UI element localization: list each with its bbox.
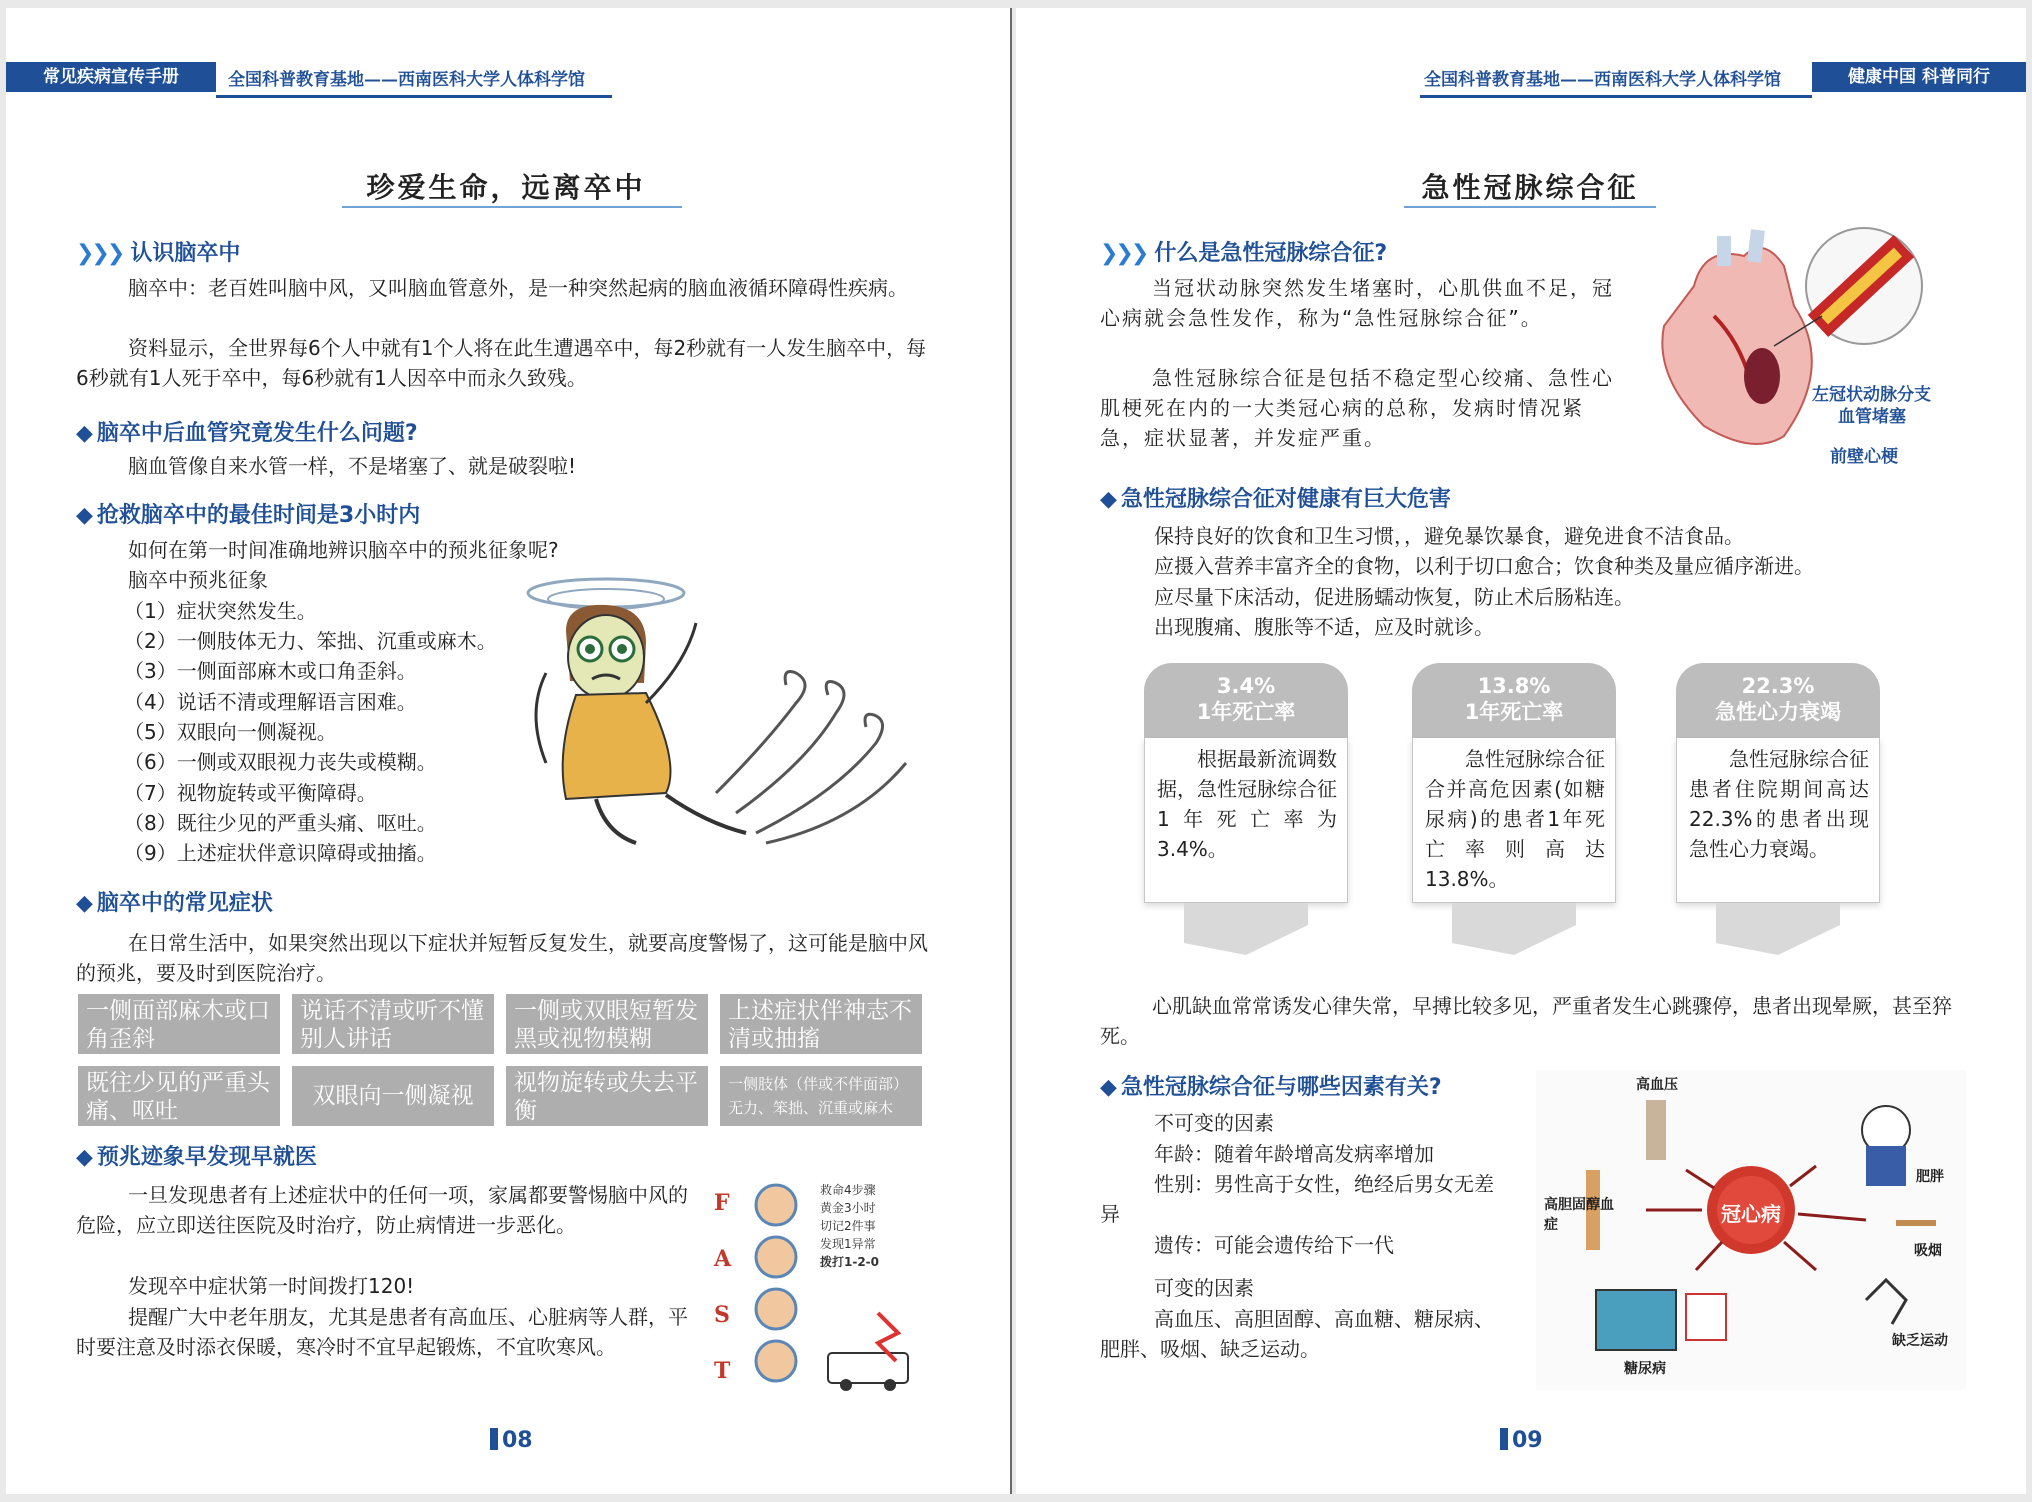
left-page bbox=[6, 8, 1012, 1494]
diamond-icon: ◆ bbox=[1100, 487, 1117, 512]
stat-card-text: 急性冠脉综合征患者住院期间高达22.3%的患者出现急性心力衰竭。 bbox=[1676, 738, 1880, 903]
page-marker-icon bbox=[490, 1428, 498, 1450]
risk-factors-image bbox=[1536, 1070, 1966, 1390]
section-heading-vessel-problem: ◆ 脑卒中后血管究竟发生什么问题? bbox=[76, 421, 418, 446]
page-marker-icon bbox=[1500, 1428, 1508, 1450]
section-heading-what-is-acs: ❯❯❯ 什么是急性冠脉综合征? bbox=[1100, 241, 1388, 266]
ambulance-icon bbox=[818, 1293, 928, 1393]
section-heading-health-harm: ◆ 急性冠脉综合征对健康有巨大危害 bbox=[1100, 487, 1451, 512]
common-symptoms-intro: 在日常生活中，如果突然出现以下症状并短暂反复发生，就要高度警惕了，这可能是脑中风的预兆，要及时到医院治疗。 bbox=[76, 931, 928, 985]
symptom-box: 说话不清或听不懂别人讲话 bbox=[292, 994, 494, 1054]
fast-line: 发现1异常 bbox=[820, 1237, 876, 1251]
right-title-rule bbox=[1404, 206, 1656, 208]
stat-card-text: 根据最新流调数据，急性冠脉综合征1年死亡率为3.4%。 bbox=[1144, 738, 1348, 903]
factor-label: 吸烟 bbox=[1914, 1243, 1942, 1259]
warning-sign-item: （2）一侧肢体无力、笨拙、沉重或麻木。 bbox=[124, 629, 497, 653]
left-page-number: 08 bbox=[490, 1428, 533, 1453]
factor-label: 高胆固醇血症 bbox=[1544, 1197, 1614, 1233]
section-heading-common-symptoms: ◆ 脑卒中的常见症状 bbox=[76, 891, 273, 916]
vessel-analogy: 脑血管像自来水管一样，不是堵塞了、就是破裂啦! bbox=[128, 454, 577, 478]
section-heading-early-detection: ◆ 预兆迹象早发现早就医 bbox=[76, 1145, 317, 1170]
stat-label: 1年死亡率 bbox=[1196, 700, 1296, 724]
call-120-text: 发现卒中症状第一时间拨打120! bbox=[128, 1274, 415, 1298]
stat-card bbox=[1676, 663, 1880, 955]
fast-line: 黄金3小时 bbox=[820, 1201, 876, 1215]
warning-sign-item: （3）一侧面部麻木或口角歪斜。 bbox=[124, 659, 417, 683]
symptom-box: 一侧肢体（伴或不伴面部）无力、笨拙、沉重或麻木 bbox=[720, 1066, 922, 1126]
fast-letter-f: F bbox=[714, 1190, 730, 1216]
factor-label: 缺乏运动 bbox=[1892, 1333, 1948, 1349]
fast-letter-t: T bbox=[714, 1358, 731, 1384]
left-title-rule bbox=[342, 206, 682, 208]
diamond-icon: ◆ bbox=[76, 891, 93, 916]
fast-letter-a: A bbox=[714, 1246, 732, 1272]
stroke-statistics: 资料显示，全世界每6个人中就有1个人将在此生遭遇卒中，每2秒就有一人发生脑卒中，每6秒就有1人死于卒中，每6秒就有1人因卒中而永久致残。 bbox=[76, 336, 927, 390]
harm-line: 应尽量下床活动，促进肠蠕动恢复，防止术后肠粘连。 bbox=[1154, 585, 1634, 609]
warning-sign-item: （5）双眼向一侧凝视。 bbox=[124, 720, 337, 744]
right-header-subtitle: 全国科普教育基地——西南医科大学人体科学馆 bbox=[1424, 70, 1781, 90]
factor-label: 肥胖 bbox=[1916, 1169, 1944, 1185]
section-heading-golden-time: ◆ 抢救脑卒中的最佳时间是3小时内 bbox=[76, 503, 421, 528]
stat-card-text: 急性冠脉综合征合并高危因素(如糖尿病)的患者1年死亡率则高达13.8%。 bbox=[1412, 738, 1616, 903]
stroke-definition: 脑卒中：老百姓叫脑中风，又叫脑血管意外，是一种突然起病的脑血液循环障碍性疾病。 bbox=[128, 276, 908, 300]
right-page-title: 急性冠脉综合征 bbox=[1421, 171, 1639, 204]
symptom-box: 一侧或双眼短暂发黑或视物模糊 bbox=[506, 994, 708, 1054]
factor-age: 年龄：随着年龄增高发病率增加 bbox=[1154, 1142, 1434, 1166]
card-arrow-icon bbox=[1184, 903, 1308, 955]
warning-sign-item: （6）一侧或双眼视力丧失或模糊。 bbox=[124, 750, 437, 774]
fast-faces-icon bbox=[736, 1177, 816, 1387]
stat-value: 3.4% bbox=[1216, 674, 1276, 698]
variable-factors-text: 高血压、高胆固醇、高血糖、糖尿病、肥胖、吸烟、缺乏运动。 bbox=[1100, 1307, 1494, 1361]
left-header-subtitle: 全国科普教育基地——西南医科大学人体科学馆 bbox=[228, 70, 585, 90]
right-page-number: 09 bbox=[1500, 1428, 1543, 1453]
stat-value: 13.8% bbox=[1477, 674, 1551, 698]
warning-sign-item: （8）既往少见的严重头痛、呕吐。 bbox=[124, 811, 437, 835]
harm-line: 保持良好的饮食和卫生习惯，，避免暴饮暴食，避免进食不洁食品。 bbox=[1154, 524, 1744, 548]
card-arrow-icon bbox=[1716, 903, 1840, 955]
factor-heredity: 遗传：可能会遗传给下一代 bbox=[1154, 1233, 1394, 1257]
fast-letter-s: S bbox=[714, 1302, 730, 1328]
warning-signs-title: 脑卒中预兆征象 bbox=[128, 568, 268, 592]
right-header-rule bbox=[1420, 95, 1812, 98]
section-heading-factors: ◆ 急性冠脉综合征与哪些因素有关? bbox=[1100, 1075, 1442, 1100]
symptom-box: 视物旋转或失去平衡 bbox=[506, 1066, 708, 1126]
reminder-text: 提醒广大中老年朋友，尤其是患者有高血压、心脏病等人群，平时要注意及时添衣保暖，寒冷时不宜早起锻炼，不宜吹寒风。 bbox=[76, 1305, 688, 1359]
early-detection-text: 一旦发现患者有上述症状中的任何一项，家属都要警惕脑中风的危险，应立即送往医院及时治疗，防止病情进一步恶化。 bbox=[76, 1183, 688, 1237]
diamond-icon: ◆ bbox=[76, 421, 93, 446]
diamond-icon: ◆ bbox=[1100, 1075, 1117, 1100]
symptom-box: 一侧面部麻木或口角歪斜 bbox=[78, 994, 280, 1054]
chevrons-icon: ❯❯❯ bbox=[1100, 241, 1147, 266]
heart-label-infarct: 前壁心梗 bbox=[1830, 447, 1898, 467]
factor-sex: 性别：男性高于女性，绝经后男女无差异 bbox=[1100, 1172, 1494, 1226]
left-header bbox=[6, 66, 1012, 98]
fixed-factors-title: 不可变的因素 bbox=[1154, 1111, 1274, 1135]
right-page bbox=[1016, 8, 2026, 1494]
right-header-block: 健康中国 科普同行 bbox=[1812, 62, 2026, 92]
symptom-box: 上述症状伴神志不清或抽搐 bbox=[720, 994, 922, 1054]
symptom-box: 既往少见的严重头痛、呕吐 bbox=[78, 1066, 280, 1126]
dizzy-woman-illustration bbox=[506, 563, 936, 853]
warning-sign-item: （7）视物旋转或平衡障碍。 bbox=[124, 781, 377, 805]
stat-label: 1年死亡率 bbox=[1464, 700, 1564, 724]
stat-card-header bbox=[1144, 663, 1348, 738]
variable-factors-title: 可变的因素 bbox=[1154, 1276, 1254, 1300]
stat-card-header bbox=[1412, 663, 1616, 738]
diamond-icon: ◆ bbox=[76, 503, 93, 528]
stat-label: 急性心力衰竭 bbox=[1715, 700, 1841, 724]
heart-icon bbox=[1634, 226, 1974, 466]
fast-stroke-image bbox=[712, 1173, 934, 1398]
fast-line: 拨打1-2-0 bbox=[820, 1255, 880, 1269]
warning-sign-item: （9）上述症状伴意识障碍或抽搐。 bbox=[124, 841, 437, 865]
stat-value: 22.3% bbox=[1741, 674, 1815, 698]
warning-sign-item: （4）说话不清或理解语言困难。 bbox=[124, 690, 417, 714]
chevrons-icon: ❯❯❯ bbox=[76, 241, 123, 266]
heart-label-block: 血管堵塞 bbox=[1838, 407, 1906, 427]
arrhythmia-text: 心肌缺血常常诱发心律失常，早搏比较多见，严重者发生心跳骤停，患者出现晕厥，甚至猝死。 bbox=[1100, 994, 1952, 1048]
factors-center-label: 冠心病 bbox=[1721, 1202, 1781, 1226]
fast-line: 切记2件事 bbox=[820, 1219, 876, 1233]
factor-label: 高血压 bbox=[1636, 1077, 1678, 1093]
harm-line: 出现腹痛、腹胀等不适，应及时就诊。 bbox=[1154, 615, 1494, 639]
golden-time-question: 如何在第一时间准确地辨识脑卒中的预兆征象呢? bbox=[128, 538, 559, 562]
harm-line: 应摄入营养丰富齐全的食物，以利于切口愈合；饮食种类及量应循序渐进。 bbox=[1154, 554, 1814, 578]
section-heading-recognize-stroke: ❯❯❯ 认识脑卒中 bbox=[76, 241, 241, 266]
fast-line: 救命4步骤 bbox=[820, 1183, 876, 1197]
card-arrow-icon bbox=[1452, 903, 1576, 955]
left-header-block: 常见疾病宣传手册 bbox=[6, 62, 216, 92]
heart-infarction-image bbox=[1634, 226, 1974, 466]
stat-card bbox=[1144, 663, 1348, 955]
diamond-icon: ◆ bbox=[76, 1145, 93, 1170]
factor-label: 糖尿病 bbox=[1624, 1361, 1666, 1377]
heart-label-branch: 左冠状动脉分支 bbox=[1812, 385, 1931, 405]
warning-sign-item: （1）症状突然发生。 bbox=[124, 599, 317, 623]
symptom-box: 双眼向一侧凝视 bbox=[292, 1066, 494, 1126]
stat-card-header bbox=[1676, 663, 1880, 738]
stat-card bbox=[1412, 663, 1616, 955]
right-header bbox=[1016, 66, 2026, 98]
acs-definition: 当冠状动脉突然发生堵塞时，心肌供血不足，冠心病就会急性发作，称为“急性冠脉综合征”。 bbox=[1100, 276, 1614, 330]
left-page-title: 珍爱生命，远离卒中 bbox=[366, 171, 646, 204]
acs-description: 急性冠脉综合征是包括不稳定型心绞痛、急性心肌梗死在内的一大类冠心病的总称，发病时情况紧急，症状显著，并发症严重。 bbox=[1100, 366, 1614, 450]
left-header-rule bbox=[216, 95, 612, 98]
